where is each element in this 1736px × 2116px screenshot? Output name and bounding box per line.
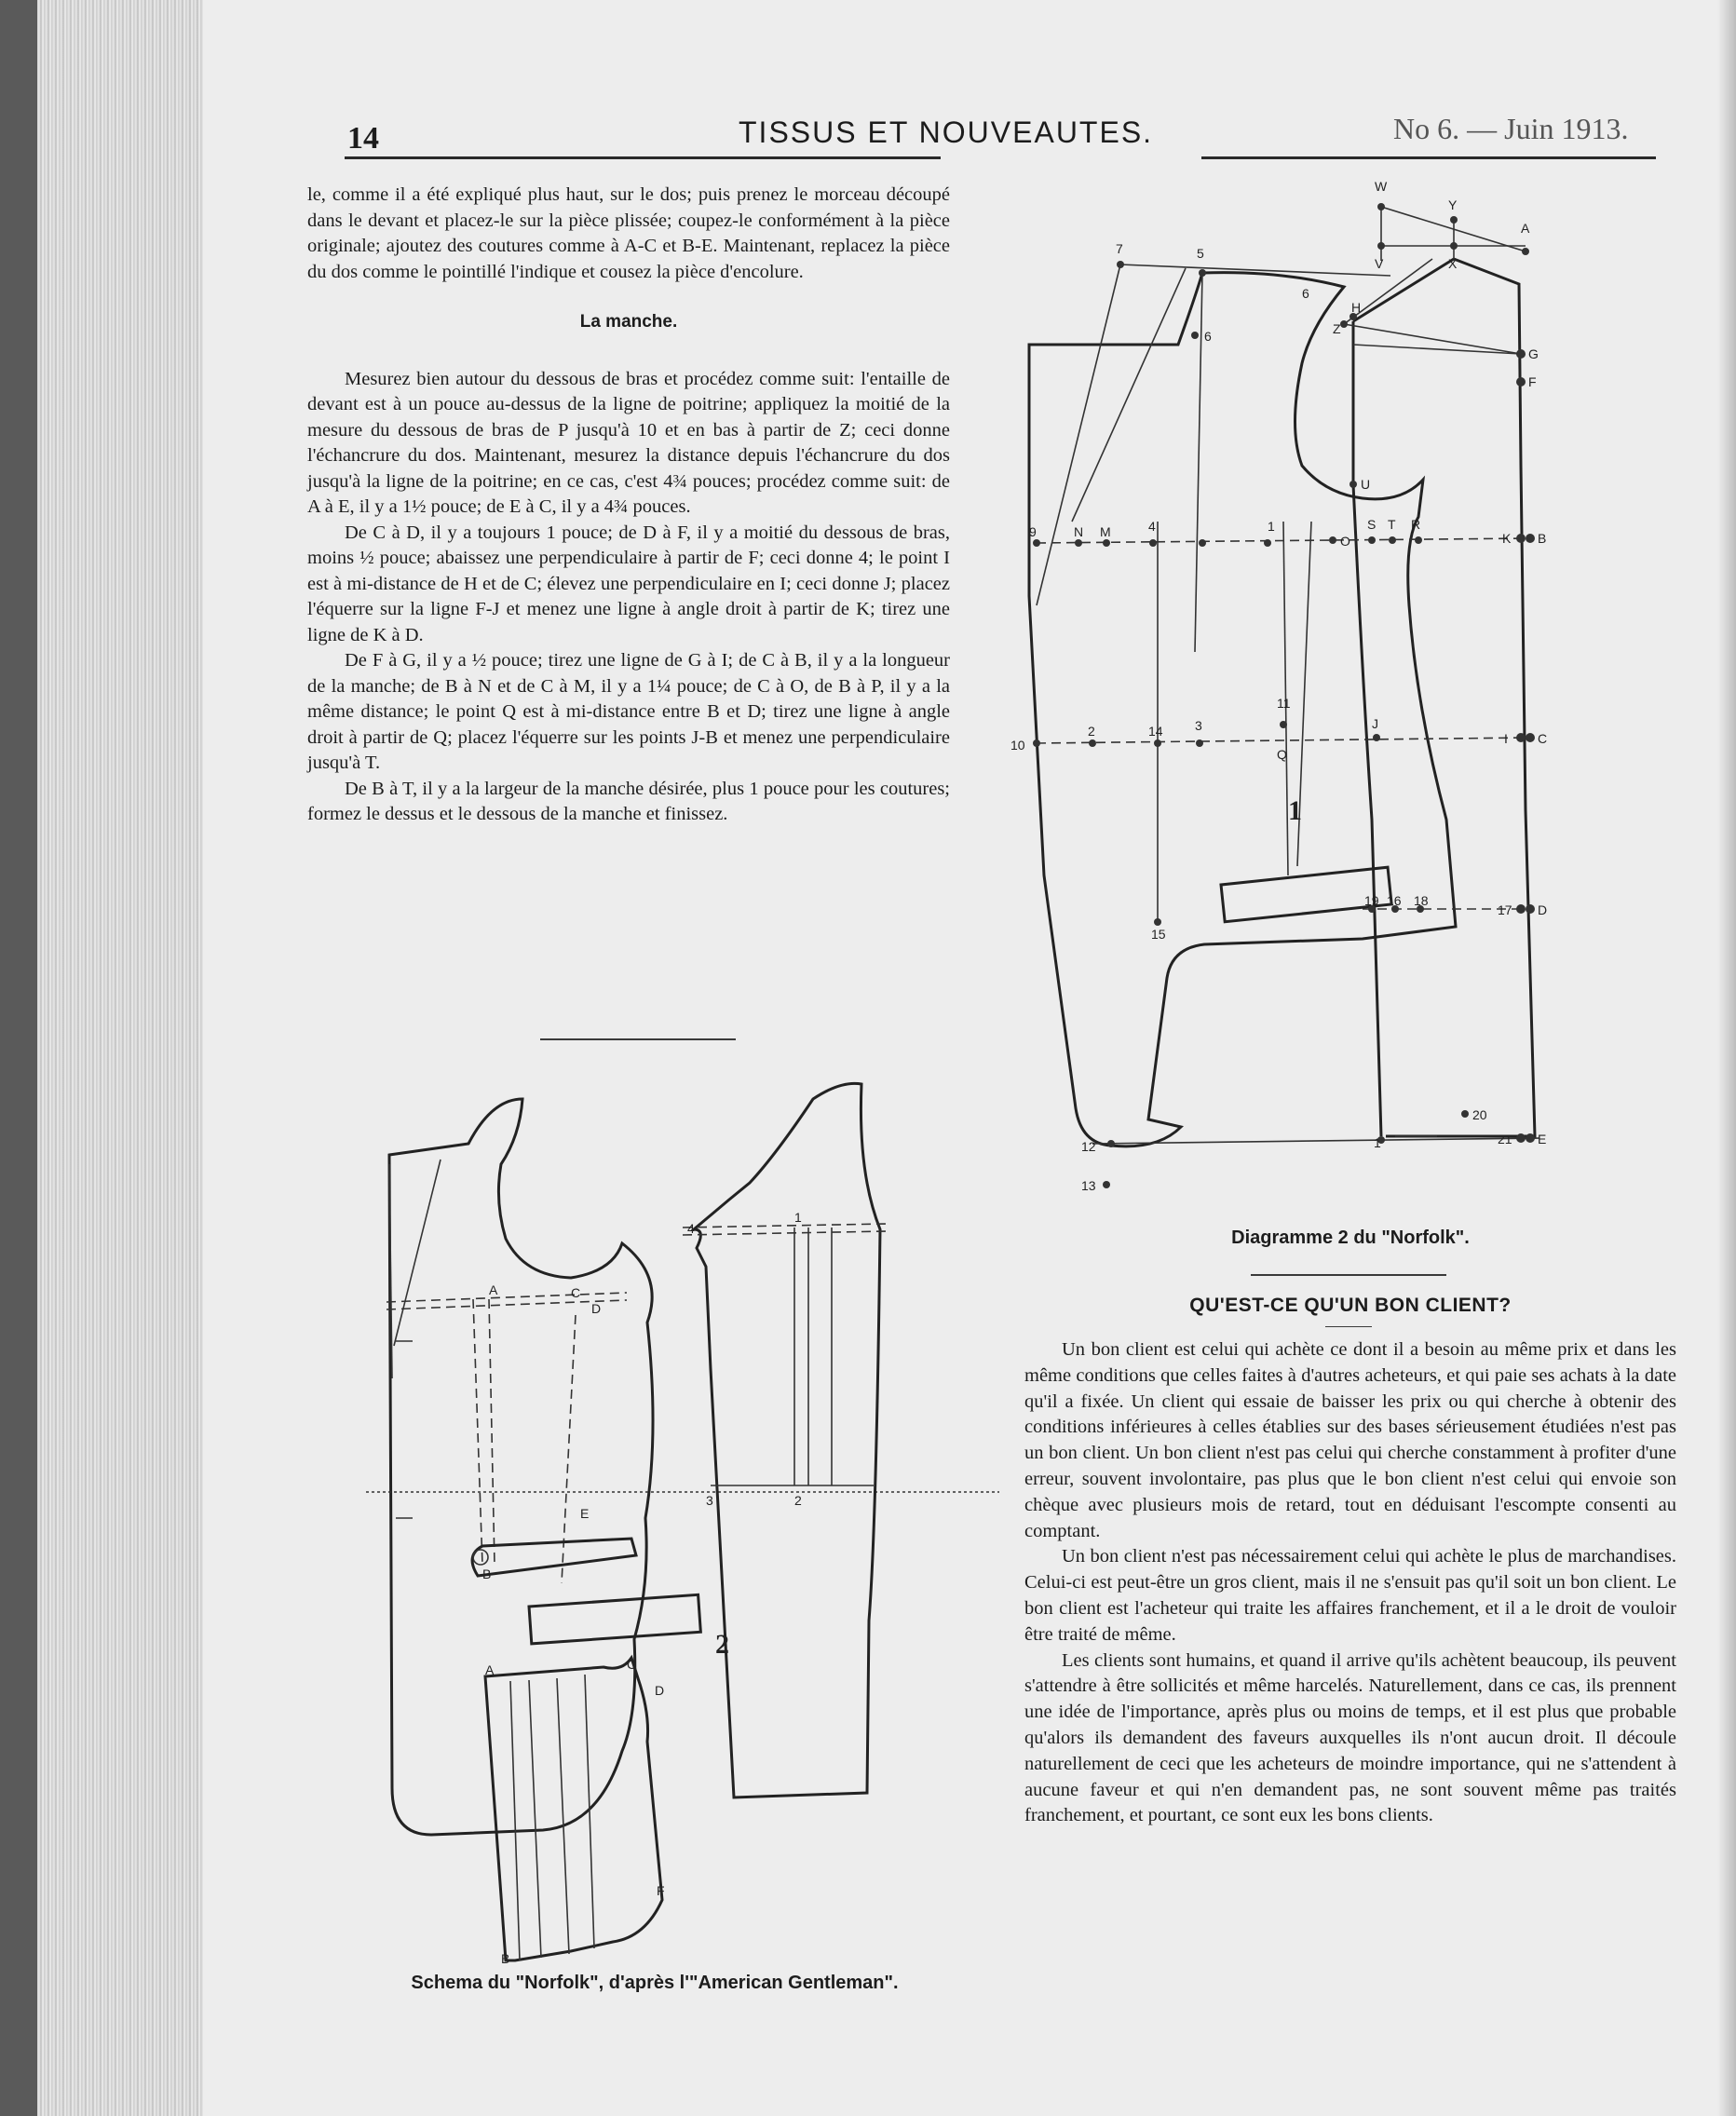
label-W: W	[1375, 179, 1388, 194]
label-seventeen: 17	[1498, 902, 1512, 917]
section-title: La manche.	[579, 312, 678, 332]
label-H: H	[1351, 300, 1362, 315]
issue-date: No 6. — Juin 1913.	[1393, 112, 1629, 145]
label-A: A	[1521, 221, 1530, 236]
label-b: B	[482, 1567, 492, 1581]
label-C: C	[1538, 731, 1548, 746]
paragraph: De B à T, il y a la largeur de la manche désirée, plus 1 pouce pour les coutures; formez le dessus et le dessous de la manche et finissez.	[307, 778, 950, 824]
label-Y: Y	[1448, 197, 1458, 212]
label-d2: D	[655, 1683, 665, 1698]
label-six-top: 6	[1302, 286, 1309, 301]
label-five: 5	[1197, 246, 1204, 261]
label-N: N	[1074, 524, 1084, 539]
label-one: 1	[1268, 519, 1275, 534]
figure-left-caption: Schema du "Norfolk", d'après l'"American Gentleman".	[411, 1973, 899, 1993]
label-nine: 9	[1029, 524, 1037, 539]
label-sixteen: 16	[1387, 893, 1402, 908]
label-B: B	[1538, 531, 1547, 546]
label-fourteen: 14	[1148, 724, 1163, 739]
label-a: A	[489, 1282, 498, 1297]
paragraph: De C à D, il y a toujours 1 pouce; de D à F, il y a moitié du dessous de bras, moins ½ pouce; abaissez une perpendiculaire à partir de F; ceci donne 4; le point I est à mi-distance de H et de C; élevez une perpendiculaire en I; ceci donne J; placez l'équerre sur la ligne F-J et menez une ligne à angle droit à partir de K; tirez une ligne de K à D.	[307, 522, 950, 645]
header-rule-left	[345, 156, 941, 159]
label-two: 2	[1088, 724, 1095, 739]
figure-number: 1	[1288, 795, 1302, 826]
label-K: K	[1502, 531, 1512, 546]
label-two: 2	[794, 1493, 802, 1508]
label-R: R	[1411, 517, 1421, 532]
right-column	[1024, 1337, 1676, 1829]
paragraph: Un bon client n'est pas nécessairement celui qui achète le plus de marchandises. Celui-ci est peut-être un gros client, mais il ne s'ensuit pas qu'il soit un bon client. Le bon client est l'acheteur qui traite les affaires franchement, et il a le droit de vouloir être traité de même.	[1024, 1546, 1676, 1645]
label-d: D	[591, 1301, 602, 1316]
paragraph: Les clients sont humains, et quand il arrive qu'ils achètent beaucoup, ils peuvent s'attendre à être sollicités et même harcelés. Naturellement, dans ce cas, ils prennent une idée de l'importance, après plus ou moins de temps, et il est plus que probable qu'alors ils demandent des faveurs auxquelles ils n'ont aucun droit. Il découle naturellement de ceci que les acheteurs de moindre importance, qui ne s'attendent à aucune faveur et qui n'en demandent pas, ne sont souvent même pas traités franchement, et pourtant, ce sont eux les bons clients.	[1024, 1649, 1676, 1826]
label-e: E	[580, 1506, 590, 1521]
label-c2: C	[627, 1657, 637, 1672]
label-twenty: 20	[1472, 1107, 1487, 1122]
label-O: O	[1340, 534, 1350, 549]
label-three: 3	[706, 1493, 713, 1508]
label-nineteen: 19	[1364, 893, 1379, 908]
label-T: T	[1388, 517, 1396, 532]
title-rule	[1325, 1326, 1372, 1327]
label-E: E	[1538, 1132, 1547, 1146]
figure-diagramme-1	[971, 168, 1707, 1229]
label-fifteen: 15	[1151, 927, 1166, 942]
label-I: I	[1504, 731, 1508, 746]
label-f: F	[657, 1883, 665, 1898]
label-b2: B	[501, 1951, 510, 1966]
journal-title: TISSUS ET NOUVEAUTES.	[739, 115, 1154, 149]
book-spine-shadow	[0, 0, 37, 2116]
page-edge-shadow	[1717, 0, 1736, 2116]
caption-rule	[1251, 1274, 1446, 1276]
label-seven: 7	[1116, 241, 1123, 256]
figure-number: 2	[715, 1629, 729, 1660]
label-M: M	[1100, 524, 1111, 539]
label-six: 6	[1204, 329, 1212, 344]
label-twelve: 12	[1081, 1139, 1096, 1154]
figure-right-caption: Diagramme 2 du "Norfolk".	[1231, 1228, 1470, 1248]
page-number: 14	[347, 121, 379, 156]
label-twentyone: 21	[1498, 1132, 1512, 1146]
label-three: 3	[1195, 718, 1202, 733]
label-one: 1	[794, 1210, 802, 1225]
label-J: J	[1372, 716, 1378, 731]
label-ten: 10	[1010, 738, 1025, 753]
label-U: U	[1361, 477, 1371, 492]
label-Q: Q	[1277, 747, 1287, 762]
paragraph: Un bon client est celui qui achète ce dont il a besoin au même prix et dans les même conditions que celles faites à d'autres acheteurs, et qui paie ses achats à la date qu'il a fixée. Un client qui essaie de baisser les prix ou qui cherche à obtenir des conditions inférieures à celles établies sur des bases sérieusement étudiées n'est pas un bon client. Un bon client n'est pas celui qui cherche constamment à profiter d'une erreur, souvent involontaire, pas plus que le bon client n'est celui qui envoie son chèque avec plusieurs mois de retard, tout en déduisant l'escompte consenti au comptant.	[1024, 1339, 1676, 1541]
paragraph: Mesurez bien autour du dessous de bras et procédez comme suit: l'entaille de devant est à un pouce au-dessus de la ligne de poitrine; appliquez la moitié de la mesure du dessous de bras de P jusqu'à 10 et en bas à partir de Z; ceci donne l'échancrure du dos. Maintenant, mesurez la distance depuis l'échancrure du dos jusqu'à la ligne de la poitrine; en ce cas, c'est 4¾ pouces; procédez comme suit: de A à E, il y a 1½ pouce; de E à C, il y a 4¾ pouces.	[307, 368, 950, 517]
left-column	[307, 183, 950, 828]
header-rule-right	[1201, 156, 1656, 159]
label-X: X	[1448, 256, 1458, 271]
label-a2: A	[485, 1662, 495, 1677]
label-four: 4	[687, 1221, 695, 1236]
label-thirteen: 13	[1081, 1178, 1096, 1193]
label-c: C	[571, 1285, 581, 1300]
label-V: V	[1375, 256, 1384, 271]
label-four: 4	[1148, 519, 1156, 534]
label-D: D	[1538, 902, 1548, 917]
paragraph: De F à G, il y a ½ pouce; tirez une ligne de G à I; de C à B, il y a la longueur de la manche; de B à N et de C à M, il y a 1¼ pouce; de C à O, de B à P, il y a la même distance; le point Q est à mi-distance entre B et D; tirez une ligne à angle droit à partir de Q; placez l'équerre sur les points J-B et menez une perpendiculaire jusqu'à T.	[307, 650, 950, 773]
label-G: G	[1528, 346, 1539, 361]
intro-paragraph: le, comme il a été expliqué plus haut, sur le dos; puis prenez le morceau découpé dans le devant et placez-le sur la pièce plissée; coupez-le conformément à la pièce originale; ajoutez des coutures comme à A-C et B-E. Maintenant, replacez la pièce du dos comme le pointillé l'indique et cousez la pièce d'encolure.	[307, 184, 950, 282]
label-one-b: 1	[1374, 1135, 1381, 1150]
label-eleven: 11	[1277, 696, 1291, 711]
article-title: QU'EST-CE QU'UN BON CLIENT?	[1189, 1295, 1512, 1316]
label-S: S	[1367, 517, 1377, 532]
page	[203, 0, 1736, 2116]
label-eighteen: 18	[1414, 893, 1429, 908]
label-Z: Z	[1333, 321, 1341, 336]
label-F: F	[1528, 374, 1537, 389]
divider-rule	[540, 1038, 736, 1040]
figure-schema-2	[292, 1062, 999, 1974]
